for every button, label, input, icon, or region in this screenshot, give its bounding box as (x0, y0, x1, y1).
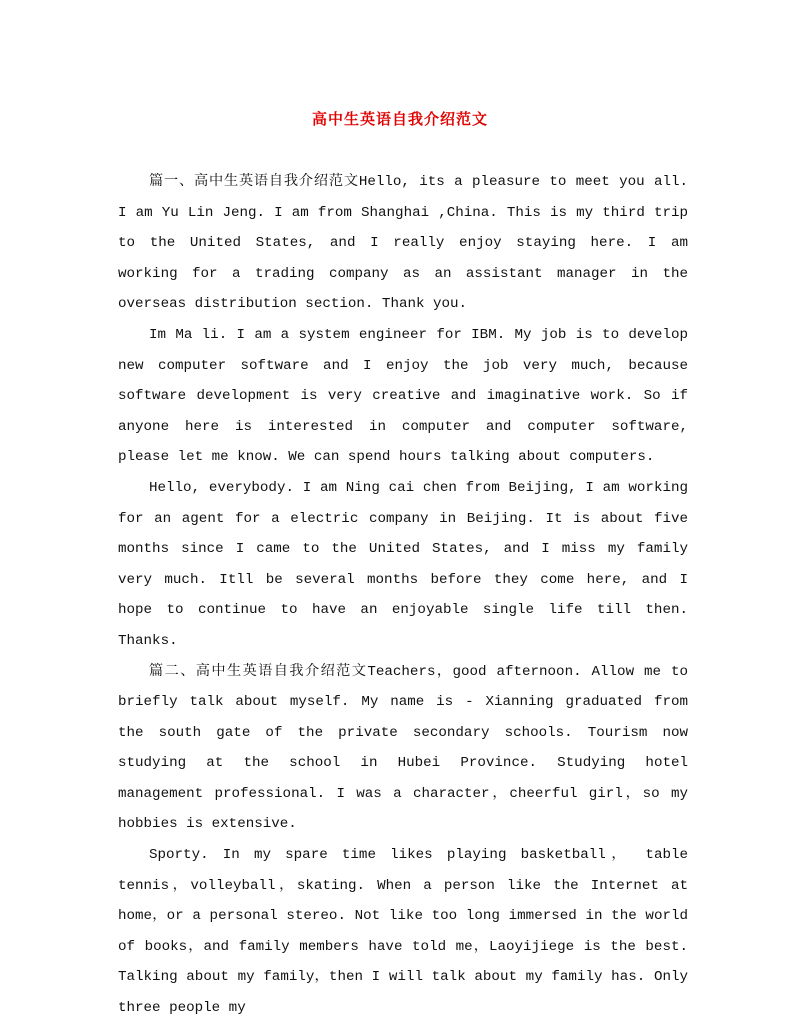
paragraph: Im Ma li. I am a system engineer for IBM. My job is to develop new computer software and I enjoy the job very much, because software development is very creative and imaginative work. So if anyone here is interested in computer and computer software, please let me know. We can spend hours talking about computers. (118, 326, 688, 466)
paragraph: Sporty. In my spare time likes playing basketball， table tennis，volleyball，skating. When a person like the Internet at home，or a personal stereo. Not like too long immersed in the world of books，and family members have told me，Laoyijiege is the best. Talking about my family，then I will talk about my family has. Only three people my (118, 847, 688, 1017)
paragraph: Hello, everybody. I am Ning cai chen from Beijing, I am working for an agent for a electric company in Beijing. It is about five months since I came to the United States, and I miss my family very much. Itll be several months before they come here, and I hope to continue to have an enjoyable single life till then. Thanks. (118, 479, 688, 649)
paragraph: 篇二、高中生英语自我介绍范文Teachers，good afternoon. Allow me to briefly talk about myself. My name is - Xianning graduated from the south gate of the private secondary schools. Tourism now studying at the school in Hubei Province. Studying hotel management professional. I was a character，cheerful girl，so my hobbies is extensive. (118, 663, 688, 833)
document-title: 高中生英语自我介绍范文 (311, 110, 488, 128)
paragraph: 篇一、高中生英语自我介绍范文Hello, its a pleasure to meet you all. I am Yu Lin Jeng. I am from Shanghai ,China. This is my third trip to the United States, and I really enjoy staying here. I am working for a trading company as an assistant manager in the overseas distribution section. Thank you. (118, 174, 688, 313)
document-body (118, 167, 688, 1024)
